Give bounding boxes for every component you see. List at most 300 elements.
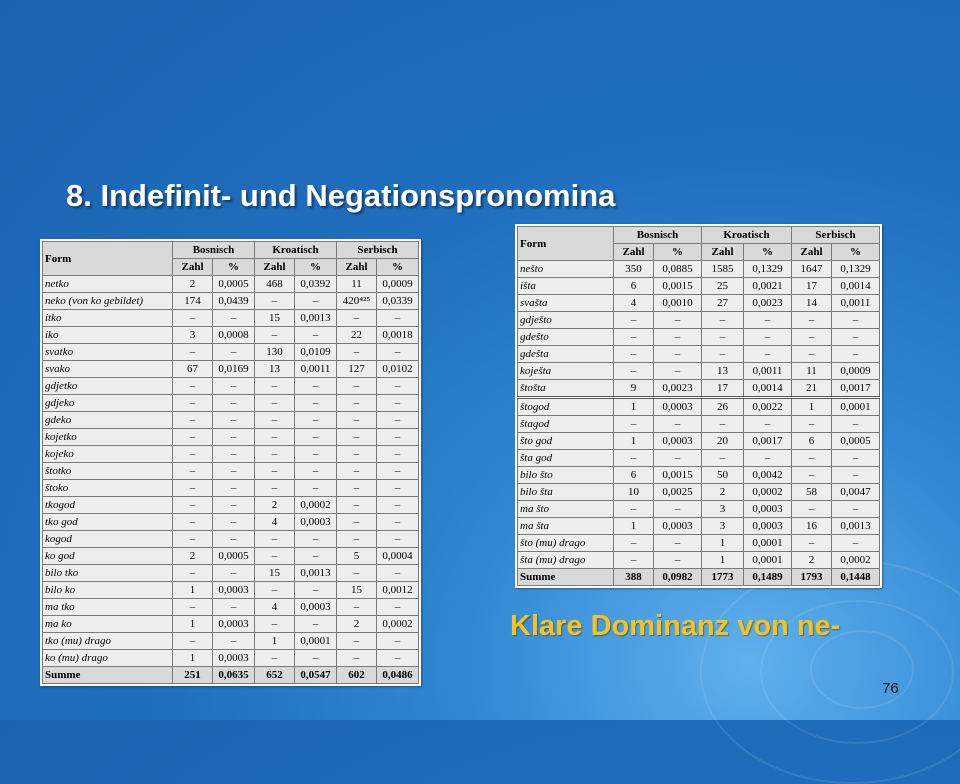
count-cell: – [255,446,295,463]
percent-cell: 0,0023 [744,295,792,312]
percent-cell: – [377,344,419,361]
percent-cell: – [213,446,255,463]
count-cell: – [337,633,377,650]
count-cell: – [614,450,654,467]
percent-cell: 0,0042 [744,467,792,484]
percent-cell: 0,0003 [654,398,702,416]
table-row [518,433,880,450]
left-table-body [43,276,419,684]
count-cell: – [337,514,377,531]
count-cell: 15 [255,310,295,327]
table-row [43,327,419,344]
count-cell: – [614,329,654,346]
form-cell: bilo ko [43,582,173,599]
count-cell: – [702,312,744,329]
form-cell: štošta [518,380,614,398]
column-header-percent: % [295,259,337,276]
form-cell: ma tko [43,599,173,616]
form-cell: iko [43,327,173,344]
table-row [43,310,419,327]
percent-cell: 0,0001 [744,535,792,552]
count-cell: 251 [173,667,213,684]
count-cell: 127 [337,361,377,378]
column-header-zahl: Zahl [173,259,213,276]
percent-cell: 0,0009 [377,276,419,293]
count-cell: 9 [614,380,654,398]
percent-cell: – [213,599,255,616]
table-row [43,344,419,361]
count-cell: 4 [255,599,295,616]
count-cell: 2 [702,484,744,501]
table-row [518,261,880,278]
percent-cell: 0,0005 [213,548,255,565]
count-cell: – [255,395,295,412]
percent-cell: – [213,633,255,650]
percent-cell: 0,0011 [744,363,792,380]
count-cell: 1585 [702,261,744,278]
percent-cell: – [654,329,702,346]
form-cell: štotko [43,463,173,480]
count-cell: – [792,450,832,467]
percent-cell: 0,0003 [654,518,702,535]
percent-cell: – [654,363,702,380]
percent-cell: 0,0547 [295,667,337,684]
column-header-percent: % [832,244,880,261]
count-cell: 1 [255,633,295,650]
count-cell: – [255,412,295,429]
percent-cell: 0,0982 [654,569,702,586]
table-row [43,531,419,548]
count-cell: – [337,463,377,480]
count-cell: – [255,650,295,667]
form-cell: tko (mu) drago [43,633,173,650]
count-cell: – [614,346,654,363]
percent-cell: 0,0003 [213,582,255,599]
percent-cell: – [832,312,880,329]
count-cell: 15 [337,582,377,599]
form-cell: ma šta [518,518,614,535]
percent-cell: – [213,310,255,327]
form-cell: šta god [518,450,614,467]
count-cell: – [792,535,832,552]
percent-cell: – [377,463,419,480]
percent-cell: – [654,552,702,569]
percent-cell: 0,0002 [832,552,880,569]
count-cell: 1 [173,582,213,599]
percent-cell: – [377,395,419,412]
count-cell: – [702,450,744,467]
count-cell: – [702,346,744,363]
left-frequency-table [42,241,419,684]
count-cell: – [792,346,832,363]
count-cell: 420⁴²⁵ [337,293,377,310]
table-row [518,518,880,535]
count-cell: 20 [702,433,744,450]
table-row [43,599,419,616]
count-cell: 6 [614,278,654,295]
table-row [43,395,419,412]
count-cell: 13 [702,363,744,380]
form-cell: kojetko [43,429,173,446]
form-cell: kojeko [43,446,173,463]
count-cell: 21 [792,380,832,398]
count-cell: – [255,616,295,633]
percent-cell: 0,0001 [295,633,337,650]
percent-cell: – [832,416,880,433]
percent-cell: 0,0003 [295,514,337,531]
percent-cell: 0,0017 [744,433,792,450]
table-row [43,616,419,633]
percent-cell: – [295,480,337,497]
count-cell: 67 [173,361,213,378]
count-cell: – [255,582,295,599]
table-row [43,633,419,650]
percent-cell: 0,0001 [744,552,792,569]
percent-cell: 0,0008 [213,327,255,344]
count-cell: 16 [792,518,832,535]
count-cell: 3 [702,518,744,535]
percent-cell: 0,1329 [744,261,792,278]
percent-cell: – [832,450,880,467]
percent-cell: – [295,395,337,412]
count-cell: 602 [337,667,377,684]
count-cell: 1 [173,616,213,633]
percent-cell: – [295,531,337,548]
form-cell: štogod [518,398,614,416]
count-cell: – [255,327,295,344]
form-cell: netko [43,276,173,293]
percent-cell: – [213,463,255,480]
table-row [518,552,880,569]
count-cell: 2 [173,276,213,293]
count-cell: – [337,599,377,616]
percent-cell: – [744,312,792,329]
percent-cell: 0,0885 [654,261,702,278]
percent-cell: – [832,501,880,518]
count-cell: 58 [792,484,832,501]
percent-cell: – [377,480,419,497]
table-row [518,416,880,433]
percent-cell: – [213,429,255,446]
percent-cell: – [295,429,337,446]
table-row [518,380,880,398]
percent-cell: 0,0003 [744,501,792,518]
percent-cell: – [213,480,255,497]
column-header-zahl: Zahl [702,244,744,261]
count-cell: 15 [255,565,295,582]
count-cell: – [255,378,295,395]
percent-cell: – [213,497,255,514]
count-cell: 1647 [792,261,832,278]
count-cell: 11 [792,363,832,380]
percent-cell: – [744,450,792,467]
column-header-zahl: Zahl [255,259,295,276]
count-cell: – [173,446,213,463]
percent-cell: 0,0013 [295,310,337,327]
table-row [43,497,419,514]
count-cell: – [173,310,213,327]
count-cell: – [173,395,213,412]
count-cell: 1793 [792,569,832,586]
form-cell: svatko [43,344,173,361]
summary-row [518,569,880,586]
count-cell: – [337,497,377,514]
count-cell: – [173,565,213,582]
percent-cell: – [295,327,337,344]
column-header-form: Form [43,242,173,276]
percent-cell: 0,0001 [832,398,880,416]
percent-cell: – [377,446,419,463]
percent-cell: 0,0003 [213,616,255,633]
count-cell: 27 [702,295,744,312]
percent-cell: – [654,450,702,467]
percent-cell: 0,0010 [654,295,702,312]
percent-cell: 0,0011 [832,295,880,312]
count-cell: – [337,446,377,463]
percent-cell: – [744,346,792,363]
percent-cell: 0,0339 [377,293,419,310]
count-cell: 350 [614,261,654,278]
percent-cell: 0,0002 [295,497,337,514]
percent-cell: 0,0018 [377,327,419,344]
count-cell: – [614,363,654,380]
percent-cell: 0,1489 [744,569,792,586]
table-row [518,278,880,295]
count-cell: 1 [614,518,654,535]
column-header-percent: % [744,244,792,261]
count-cell: – [792,329,832,346]
percent-cell: 0,0015 [654,278,702,295]
count-cell: – [173,633,213,650]
column-header-zahl: Zahl [792,244,832,261]
count-cell: – [173,480,213,497]
percent-cell: 0,0011 [295,361,337,378]
percent-cell: – [832,467,880,484]
percent-cell: 0,0102 [377,361,419,378]
count-cell: 6 [614,467,654,484]
table-row [43,412,419,429]
count-cell: – [614,416,654,433]
form-cell: štagod [518,416,614,433]
percent-cell: – [295,378,337,395]
count-cell: – [255,463,295,480]
percent-cell: – [832,329,880,346]
count-cell: 388 [614,569,654,586]
percent-cell: – [213,565,255,582]
percent-cell: – [295,548,337,565]
count-cell: – [337,565,377,582]
percent-cell: – [377,633,419,650]
table-row [518,346,880,363]
count-cell: – [337,429,377,446]
summary-row [43,667,419,684]
column-header-bosnisch: Bosnisch [614,227,702,244]
right-table-body [518,261,880,586]
summary-note: Klare Dominanz von ne- [510,610,841,642]
form-cell: gdešta [518,346,614,363]
form-cell: nešto [518,261,614,278]
count-cell: – [702,329,744,346]
count-cell: – [173,514,213,531]
form-cell: bilo što [518,467,614,484]
form-cell: gdeko [43,412,173,429]
count-cell: 1 [792,398,832,416]
form-cell: Summe [43,667,173,684]
count-cell: – [337,531,377,548]
count-cell: 1 [173,650,213,667]
percent-cell: – [654,346,702,363]
percent-cell: – [295,412,337,429]
count-cell: 4 [255,514,295,531]
count-cell: 2 [337,616,377,633]
form-cell: tkogod [43,497,173,514]
table-row [43,565,419,582]
count-cell: – [173,531,213,548]
percent-cell: – [377,599,419,616]
table-row [518,398,880,416]
right-table-container [515,224,882,588]
table-row [518,467,880,484]
count-cell: – [337,344,377,361]
count-cell: – [173,378,213,395]
percent-cell: 0,0003 [295,599,337,616]
count-cell: 2 [255,497,295,514]
form-cell: što (mu) drago [518,535,614,552]
count-cell: 1773 [702,569,744,586]
percent-cell: – [654,535,702,552]
percent-cell: 0,1448 [832,569,880,586]
percent-cell: 0,0005 [832,433,880,450]
count-cell: – [255,531,295,548]
count-cell: – [173,429,213,446]
count-cell: – [337,480,377,497]
count-cell: – [255,293,295,310]
form-cell: ma što [518,501,614,518]
percent-cell: – [295,293,337,310]
percent-cell: 0,0023 [654,380,702,398]
percent-cell: – [377,378,419,395]
percent-cell: 0,0021 [744,278,792,295]
form-cell: šta (mu) drago [518,552,614,569]
form-cell: ko god [43,548,173,565]
table-row [43,276,419,293]
table-row [518,501,880,518]
percent-cell: – [744,329,792,346]
column-header-serbisch: Serbisch [792,227,880,244]
table-row [518,484,880,501]
percent-cell: 0,0022 [744,398,792,416]
table-row [43,548,419,565]
percent-cell: – [213,514,255,531]
count-cell: 13 [255,361,295,378]
percent-cell: – [377,497,419,514]
percent-cell: 0,0017 [832,380,880,398]
form-cell: ma ko [43,616,173,633]
percent-cell: 0,0013 [295,565,337,582]
percent-cell: – [744,416,792,433]
count-cell: – [614,501,654,518]
percent-cell: 0,0009 [832,363,880,380]
percent-cell: – [377,531,419,548]
form-cell: itko [43,310,173,327]
count-cell: – [173,497,213,514]
percent-cell: – [295,616,337,633]
percent-cell: – [295,446,337,463]
column-header-serbisch: Serbisch [337,242,419,259]
count-cell: 652 [255,667,295,684]
count-cell: – [792,416,832,433]
percent-cell: – [377,650,419,667]
column-header-kroatisch: Kroatisch [255,242,337,259]
percent-cell: – [213,412,255,429]
form-cell: Summe [518,569,614,586]
column-header-kroatisch: Kroatisch [702,227,792,244]
form-cell: bilo tko [43,565,173,582]
percent-cell: 0,0003 [654,433,702,450]
count-cell: – [173,412,213,429]
count-cell: 22 [337,327,377,344]
table-row [43,650,419,667]
percent-cell: – [832,346,880,363]
count-cell: – [173,463,213,480]
form-cell: svašta [518,295,614,312]
table-row [518,295,880,312]
form-cell: svako [43,361,173,378]
percent-cell: 0,0392 [295,276,337,293]
percent-cell: 0,0025 [654,484,702,501]
count-cell: 6 [792,433,832,450]
count-cell: 50 [702,467,744,484]
percent-cell: 0,0439 [213,293,255,310]
table-row [43,514,419,531]
table-row [518,329,880,346]
count-cell: – [173,344,213,361]
left-table-container [40,239,421,686]
percent-cell: – [832,535,880,552]
count-cell: – [337,378,377,395]
count-cell: – [337,395,377,412]
percent-cell: 0,0003 [744,518,792,535]
percent-cell: 0,0014 [744,380,792,398]
count-cell: – [337,310,377,327]
count-cell: 2 [792,552,832,569]
percent-cell: – [377,310,419,327]
right-frequency-table [517,226,880,586]
percent-cell: – [377,412,419,429]
count-cell: – [792,501,832,518]
percent-cell: – [377,514,419,531]
table-row [43,361,419,378]
count-cell: 10 [614,484,654,501]
percent-cell: – [654,416,702,433]
count-cell: 1 [702,535,744,552]
percent-cell: 0,0169 [213,361,255,378]
percent-cell: 0,1329 [832,261,880,278]
percent-cell: – [295,463,337,480]
count-cell: – [255,480,295,497]
table-row [43,378,419,395]
column-header-zahl: Zahl [337,259,377,276]
percent-cell: 0,0014 [832,278,880,295]
form-cell: išta [518,278,614,295]
count-cell: – [792,312,832,329]
count-cell: 3 [173,327,213,344]
percent-cell: 0,0486 [377,667,419,684]
count-cell: – [614,535,654,552]
percent-cell: 0,0012 [377,582,419,599]
percent-cell: – [295,582,337,599]
count-cell: – [792,467,832,484]
